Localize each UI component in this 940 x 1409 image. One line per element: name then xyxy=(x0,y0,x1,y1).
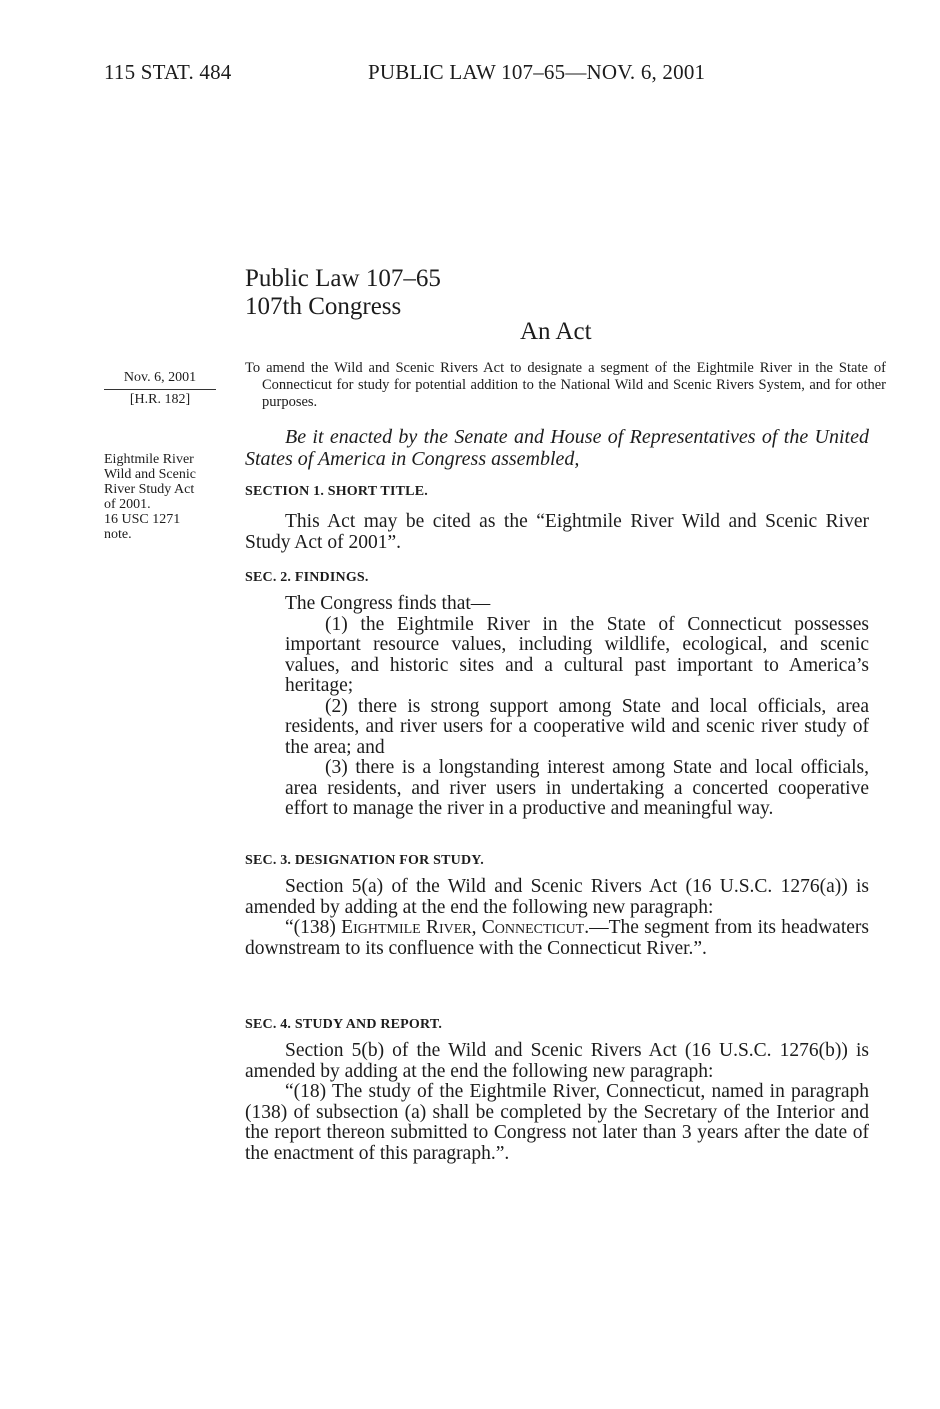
margin-note-line: 16 USC 1271 xyxy=(104,512,181,527)
margin-bill-number: [H.R. 182] xyxy=(129,392,191,407)
margin-date-block xyxy=(104,370,216,407)
act-heading: An Act xyxy=(520,318,592,345)
congress-title: 107th Congress xyxy=(245,293,402,320)
section-text: This Act may be cited as the “Eightmile River Wild and Scenic River Study Act of 2001”. xyxy=(245,511,869,553)
section-quote xyxy=(245,918,869,959)
findings-intro: The Congress finds that— xyxy=(285,593,491,614)
margin-note-line: Wild and Scenic xyxy=(104,467,196,482)
act-purpose: To amend the Wild and Scenic Rivers Act to designate a segment of the Eightmile River in the State of Connecticut for study for potential addition to the National Wild and Scenic Rivers System, and for other purposes. xyxy=(245,360,886,410)
quote-heading: Eightmile River, Connecticut xyxy=(341,917,585,938)
section-heading: SECTION 1. SHORT TITLE. xyxy=(245,484,428,499)
quote-prefix: “(138) xyxy=(285,917,342,938)
section-text: Section 5(b) of the Wild and Scenic Rivers Act (16 U.S.C. 1276(b)) is amended by adding at the end the following new paragraph: xyxy=(245,1040,869,1082)
section-4 xyxy=(245,1017,869,1164)
margin-note-line: Eightmile River xyxy=(104,452,194,467)
finding-item-list xyxy=(245,615,869,820)
section-text: Section 5(a) of the Wild and Scenic Rivers Act (16 U.S.C. 1276(a)) is amended by adding at the end the following new paragraph: xyxy=(245,876,869,918)
quote-body: .—The segment from its headwaters downstream to its confluence with the Connecticut River.”. xyxy=(245,917,869,959)
finding-item: (3) there is a longstanding interest among State and local officials, area residents, and river users in undertaking a concerted cooperative effort to manage the river in a productive and meaningful way. xyxy=(285,757,869,819)
margin-note-line: of 2001. xyxy=(104,497,151,512)
finding-item: (2) there is strong support among State and local officials, area residents, and river users for a cooperative wild and scenic river study of the area; and xyxy=(285,695,869,758)
enacting-clause: Be it enacted by the Senate and House of Representatives of the United States of America in Congress assembled, xyxy=(245,426,869,470)
margin-note-line: River Study Act xyxy=(104,482,195,497)
section-heading: SEC. 4. STUDY AND REPORT. xyxy=(245,1017,443,1032)
page-stat-header: 115 STAT. 484 xyxy=(104,60,232,84)
section-1 xyxy=(245,484,869,553)
margin-date: Nov. 6, 2001 xyxy=(123,370,197,385)
public-law-title: Public Law 107–65 xyxy=(245,265,441,292)
margin-divider xyxy=(104,389,216,390)
section-3 xyxy=(245,853,869,959)
section-2 xyxy=(245,570,869,820)
margin-note-line: note. xyxy=(104,527,132,542)
section-heading: SEC. 2. FINDINGS. xyxy=(245,570,369,585)
section-quote: “(18) The study of the Eightmile River, Connecticut, named in paragraph (138) of subsection (a) shall be completed by the Secretary of the Interior and the report thereon submitted to Congress not later than 3 years after the date of the enactment of this paragraph.”. xyxy=(245,1081,869,1164)
margin-notes xyxy=(104,452,216,542)
finding-item: (1) the Eightmile River in the State of Connecticut possesses important resource values, including wildlife, ecological, and scenic values, and historic sites and a cultural past important to America’s heritage; xyxy=(285,613,869,696)
page-law-header: PUBLIC LAW 107–65—NOV. 6, 2001 xyxy=(368,60,706,84)
section-heading: SEC. 3. DESIGNATION FOR STUDY. xyxy=(245,853,484,868)
